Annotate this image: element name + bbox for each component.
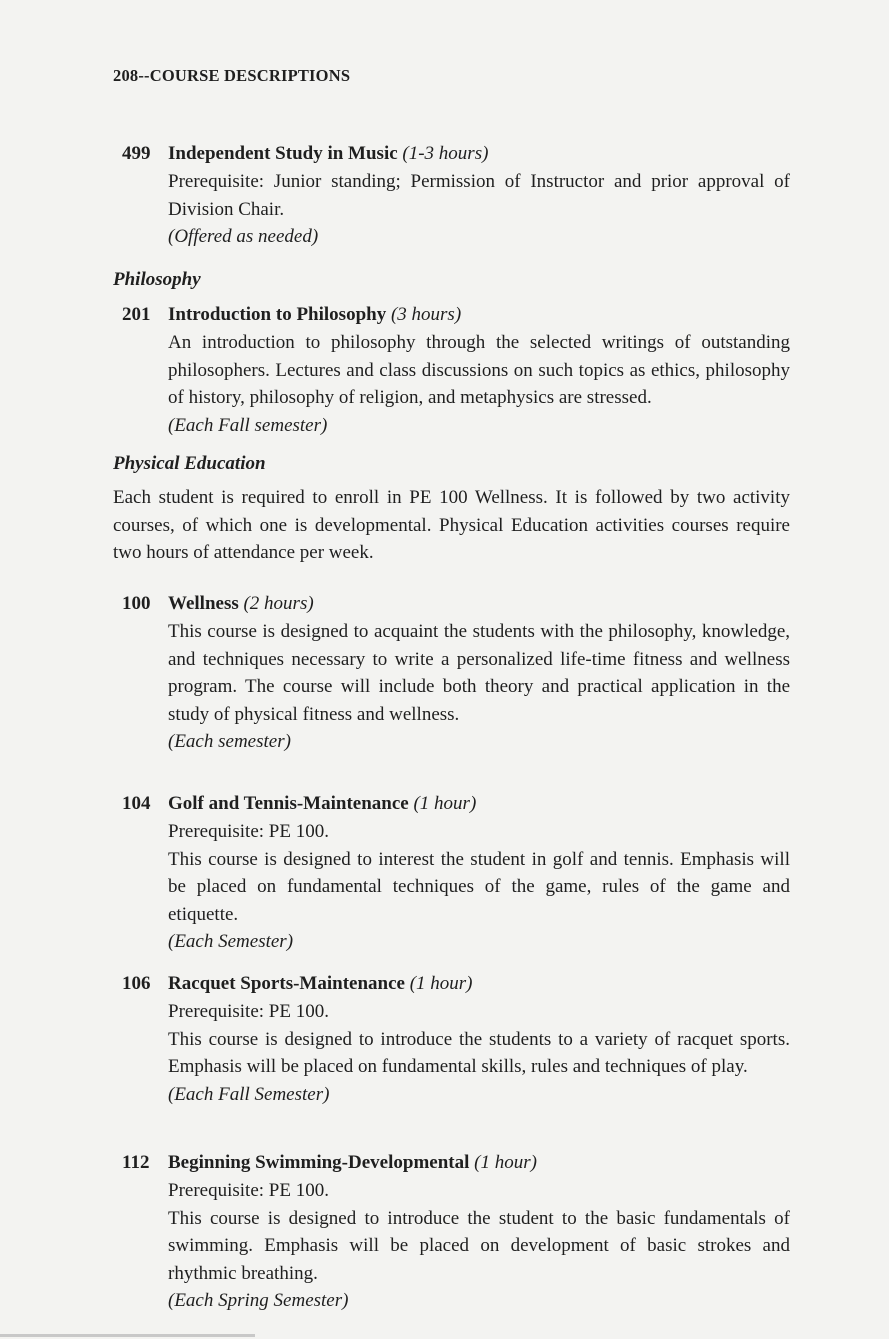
course-heading [122, 970, 790, 998]
course-number: 100 [122, 593, 151, 614]
course-body [168, 818, 790, 956]
course-number: 499 [122, 143, 151, 164]
course-201 [122, 301, 790, 439]
course-prerequisite: Prerequisite: PE 100. [168, 1180, 329, 1201]
course-106 [122, 970, 790, 1108]
section-title-philosophy: Philosophy [113, 269, 201, 290]
course-hours: (2 hours) [243, 593, 314, 614]
course-hours: (1 hour) [413, 793, 477, 814]
course-offered: (Offered as needed) [168, 226, 319, 248]
course-body [168, 329, 790, 439]
course-number: 112 [122, 1152, 150, 1173]
course-title: Beginning Swimming-Developmental [168, 1152, 470, 1173]
running-head: 208--COURSE DESCRIPTIONS [113, 66, 351, 85]
section-title-physical-education: Physical Education [113, 453, 266, 474]
course-title: Independent Study in Music [168, 143, 398, 164]
course-prerequisite: Prerequisite: Junior standing; Permission of Instructor and prior approval of Division Chair. [168, 171, 790, 220]
course-number: 104 [122, 793, 151, 814]
course-offered: (Each Semester) [168, 931, 294, 953]
course-100 [122, 590, 790, 756]
course-offered: (Each Fall semester) [168, 414, 328, 436]
course-heading [122, 301, 790, 329]
course-description: This course is designed to introduce the students to a variety of racquet sports. Emphasis will be placed on fundamental skills, rules and techniques of play. [168, 1028, 790, 1078]
scan-edge-divider [0, 1334, 255, 1337]
course-body [168, 1177, 790, 1315]
course-hours: (1-3 hours) [402, 143, 489, 164]
course-prerequisite: Prerequisite: PE 100. [168, 1001, 329, 1022]
course-104 [122, 790, 790, 956]
course-description: An introduction to philosophy through the selected writings of outstanding philosophers. Lectures and class discussions on such topics as ethics, philosophy of history, philosophy of religion, and metaphysics are stressed. [168, 332, 790, 409]
course-description: This course is designed to acquaint the students with the philosophy, knowledge, and techniques necessary to write a personalized life-time fitness and wellness program. The course will include both theory and practical application in the study of physical fitness and wellness. [168, 621, 790, 725]
course-title: Introduction to Philosophy [168, 304, 387, 325]
course-heading [122, 140, 790, 168]
course-heading [122, 790, 790, 818]
course-title: Wellness [168, 593, 239, 614]
course-offered: (Each Spring Semester) [168, 1290, 349, 1312]
course-body [168, 618, 790, 756]
course-hours: (1 hour) [409, 973, 473, 994]
section-intro: Each student is required to enroll in PE 100 Wellness. It is followed by two activity courses, of which one is developmental. Physical Education activities courses require two hours of attendance per week. [113, 487, 790, 564]
course-description: This course is designed to introduce the student to the basic fundamentals of swimming. Emphasis will be placed on development of basic strokes and rhythmic breathing. [168, 1207, 790, 1284]
course-112 [122, 1149, 790, 1315]
course-description: This course is designed to interest the student in golf and tennis. Emphasis will be placed on fundamental techniques of the game, rules of the game and etiquette. [168, 848, 790, 925]
course-number: 106 [122, 973, 151, 994]
course-prerequisite: Prerequisite: PE 100. [168, 821, 329, 842]
course-499 [122, 140, 790, 251]
course-body [168, 168, 790, 251]
course-title: Racquet Sports-Maintenance [168, 973, 405, 994]
course-offered: (Each Fall Semester) [168, 1083, 330, 1105]
course-body [168, 998, 790, 1108]
course-heading [122, 590, 790, 618]
course-title: Golf and Tennis-Maintenance [168, 793, 409, 814]
course-heading [122, 1149, 790, 1177]
course-hours: (1 hour) [474, 1152, 537, 1173]
course-offered: (Each semester) [168, 731, 291, 753]
course-hours: (3 hours) [390, 304, 462, 325]
course-number: 201 [122, 304, 151, 325]
